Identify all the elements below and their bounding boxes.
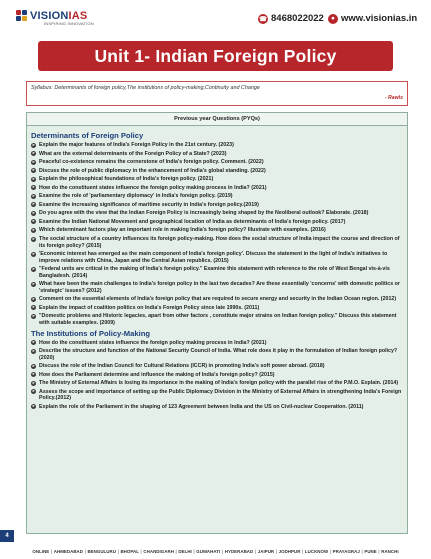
logo-text-accent: IAS xyxy=(68,10,88,22)
question-item xyxy=(31,210,403,217)
footer-city: JODHPUR xyxy=(278,549,301,554)
arrow-bullet-icon: ➤ xyxy=(31,142,35,147)
question-item xyxy=(31,168,403,175)
footer-separator: | xyxy=(254,549,257,554)
arrow-bullet-icon: ➤ xyxy=(31,404,35,409)
question-text: 'Economic interest has emerged as the main component of India's foreign policy'. Discuss the statement in the light of India's initiatives to improve relations with China, Japan and the Central Asian republics. (2015) xyxy=(39,251,388,264)
question-text: Assess the scope and importance of setting up the Public Diplomacy Division in the Ministry of External Affairs in strengthening India's Foreign Policy.(2012) xyxy=(39,388,402,402)
arrow-bullet-icon: ➤ xyxy=(31,159,35,164)
question-item xyxy=(31,236,403,249)
website-link[interactable] xyxy=(328,13,417,24)
footer-separator: | xyxy=(329,549,332,554)
question-item xyxy=(31,219,403,226)
arrow-bullet-icon: ➤ xyxy=(31,340,35,345)
arrow-bullet-icon: ➤ xyxy=(31,219,35,224)
footer-city: PRAYAGRAJ xyxy=(332,549,360,554)
footer-city: CHANDIGARH xyxy=(143,549,174,554)
question-text: The social structure of a country influences its foreign policy-making. How does the social structure of India impact the course and direction of its foreign policy? (2015) xyxy=(39,236,400,249)
footer-city: JAIPUR xyxy=(257,549,275,554)
arrow-bullet-icon: ➤ xyxy=(31,348,35,353)
arrow-bullet-icon: ➤ xyxy=(31,151,35,156)
footer-separator: | xyxy=(275,549,278,554)
pyq-heading: Previous year Questions (PYQs) xyxy=(27,113,407,126)
globe-icon: ● xyxy=(328,14,338,24)
question-item xyxy=(31,151,403,158)
arrow-bullet-icon: ➤ xyxy=(31,168,35,173)
question-text: What have been the main challenges to India's foreign policy in the last two decades? Are these essentially 'concerns' with domestic politics or 'strategic' issues? (2012) xyxy=(39,281,400,294)
question-text: What are the external determinants of the Foreign Policy of a State? (2023) xyxy=(39,150,227,157)
question-text: Comment on the essential elements of India's foreign policy that are required to secure energy and security in the Indian Ocean region. (2012) xyxy=(39,296,397,303)
arrow-bullet-icon: ➤ xyxy=(31,227,35,232)
question-text: How do the constituent states influence the foreign policy making process in India? (2021) xyxy=(39,184,267,191)
question-item xyxy=(31,340,403,347)
pyq-body xyxy=(27,126,407,411)
footer-separator: | xyxy=(175,549,177,554)
footer-separator: | xyxy=(361,549,363,554)
question-text: "Federal units are critical in the making of India's foreign policy." Examine this statement with reference to the role of West Bengal vis-à-vis Bangladesh. (2014) xyxy=(39,266,390,279)
question-item xyxy=(31,363,403,370)
question-item xyxy=(31,372,403,379)
phone-icon: ☎ xyxy=(258,15,268,23)
syllabus-box xyxy=(26,81,408,106)
pyq-box xyxy=(26,112,408,534)
question-item xyxy=(31,313,403,326)
footer-city: BENGULURU xyxy=(87,549,116,554)
syllabus-text: Syllabus: Determinants of foreign policy,The institutions of policy-making,Continuity and Change xyxy=(31,85,260,91)
arrow-bullet-icon: ➤ xyxy=(31,313,35,318)
question-text: Examine the Indian National Movement and geographical location of India as determinants of India's foreign policy. (2017) xyxy=(39,218,346,225)
footer-separator: | xyxy=(193,549,195,554)
footer-separator: | xyxy=(117,549,119,554)
footer-separator: | xyxy=(378,549,380,554)
question-item xyxy=(31,380,403,387)
arrow-bullet-icon: ➤ xyxy=(31,296,35,301)
question-text: Describe the structure and function of the National Security Council of India. What role does it play in the formulation of Indian foreign policy? (2020) xyxy=(39,348,398,361)
footer-city: HYDERABAD xyxy=(224,549,254,554)
page-title: Unit 1- Indian Foreign Policy xyxy=(94,45,337,66)
question-text: Discuss the role of the Indian Council for Cultural Relations (ICCR) in promoting India's soft power abroad. (2018) xyxy=(39,363,325,370)
question-text: "Domestic problems and Historic legacies, apart from other factors , constitute major strains on Indian foreign policy." Discuss this statement with suitable examples. (2009) xyxy=(39,313,397,327)
arrow-bullet-icon: ➤ xyxy=(31,236,35,241)
question-item xyxy=(31,305,403,312)
question-text: How do the constituent states influence the foreign policy making process in India? (2021) xyxy=(39,339,267,346)
arrow-bullet-icon: ➤ xyxy=(31,185,35,190)
question-item xyxy=(31,227,403,234)
arrow-bullet-icon: ➤ xyxy=(31,363,35,368)
footer-cities xyxy=(0,544,431,559)
question-item xyxy=(31,159,403,166)
question-item xyxy=(31,176,403,183)
question-item xyxy=(31,193,403,200)
question-item xyxy=(31,296,403,303)
question-item xyxy=(31,142,403,149)
question-item xyxy=(31,348,403,361)
footer-city: LUCKNOW xyxy=(304,549,329,554)
question-item xyxy=(31,202,403,209)
footer-city: RANCHI xyxy=(381,549,399,554)
footer-separator: | xyxy=(140,549,142,554)
syllabus-source: - Rawls xyxy=(384,95,403,101)
arrow-bullet-icon: ➤ xyxy=(31,281,35,286)
footer-separator: | xyxy=(302,549,304,554)
question-item xyxy=(31,404,403,411)
arrow-bullet-icon: ➤ xyxy=(31,372,35,377)
arrow-bullet-icon: ➤ xyxy=(31,380,35,385)
section-title: The Institutions of Policy-Making xyxy=(31,328,150,338)
arrow-bullet-icon: ➤ xyxy=(31,389,35,394)
logo-mark-icon xyxy=(16,10,28,22)
page-number: 4 xyxy=(0,530,14,542)
question-text: Which determinant factors play an important role in making India's foreign policy? Illustrate with examples. (2016) xyxy=(39,227,326,234)
question-text: Peaceful co-existence remains the cornerstone of India's foreign policy. Comment. (2022) xyxy=(39,159,264,166)
footer-city: GUWAHATI xyxy=(196,549,221,554)
question-text: Explain the major features of India's Foreign Policy in the 21st century. (2023) xyxy=(39,142,234,148)
question-text: How does the Parliament determine and influence the making of India's foreign policy? (2015) xyxy=(39,371,275,378)
footer-separator: | xyxy=(50,549,53,554)
footer-city: PUNE xyxy=(364,549,377,554)
phone-number: 8468022022 xyxy=(271,13,324,24)
question-text: Examine the role of 'parliamentary diplomacy' in India's foreign policy. (2019) xyxy=(39,193,233,200)
question-text: Discuss the role of public diplomacy in the enhancement of India's global standing. (2022) xyxy=(39,167,266,174)
arrow-bullet-icon: ➤ xyxy=(31,251,35,256)
arrow-bullet-icon: ➤ xyxy=(31,266,35,271)
logo-text: VISION xyxy=(30,10,69,22)
footer-city: DELHI xyxy=(178,549,192,554)
footer-city: ONLINE xyxy=(32,549,50,554)
question-text: Do you agree with the view that the Indian Foreign Policy is increasingly being shaped by the Neoliberal outlook? Elaborate. (2018) xyxy=(39,210,369,217)
logo-tagline: INSPIRING INNOVATION xyxy=(44,21,94,26)
question-text: Explain the impact of coalition politics on India's Foreign Policy since late 1990s. (2011) xyxy=(39,304,260,311)
question-text: Explain the role of the Parliament in the shaping of 123 Agreement between India and the US on Civil-nuclear Cooperation. (2011) xyxy=(39,403,364,410)
question-item xyxy=(31,185,403,192)
section-title: Determinants of Foreign Policy xyxy=(31,131,144,140)
question-item xyxy=(31,389,403,402)
footer-separator: | xyxy=(221,549,224,554)
question-text: Examine the increasing significance of maritime security in India's foreign policy.(2019) xyxy=(39,201,259,208)
question-text: Explain the philosophical foundations of India's foreign policy. (2021) xyxy=(39,176,214,183)
arrow-bullet-icon: ➤ xyxy=(31,202,35,207)
arrow-bullet-icon: ➤ xyxy=(31,305,35,310)
phone-contact[interactable] xyxy=(258,13,324,24)
arrow-bullet-icon: ➤ xyxy=(31,193,35,198)
title-banner xyxy=(38,41,393,71)
question-item xyxy=(31,266,403,279)
website-url: www.visionias.in xyxy=(341,13,418,24)
arrow-bullet-icon: ➤ xyxy=(31,176,35,181)
question-item xyxy=(31,251,403,264)
footer-city: BHOPAL xyxy=(120,549,139,554)
footer-separator: | xyxy=(84,549,86,554)
arrow-bullet-icon: ➤ xyxy=(31,210,35,215)
page-header xyxy=(0,0,431,36)
question-text: The Ministry of External Affairs is losing its importance in the making of India's foreign policy with the parallel rise of the P.M.O. Explain. (2014) xyxy=(39,380,399,387)
question-item xyxy=(31,281,403,294)
footer-city: AHMEDABAD xyxy=(53,549,83,554)
